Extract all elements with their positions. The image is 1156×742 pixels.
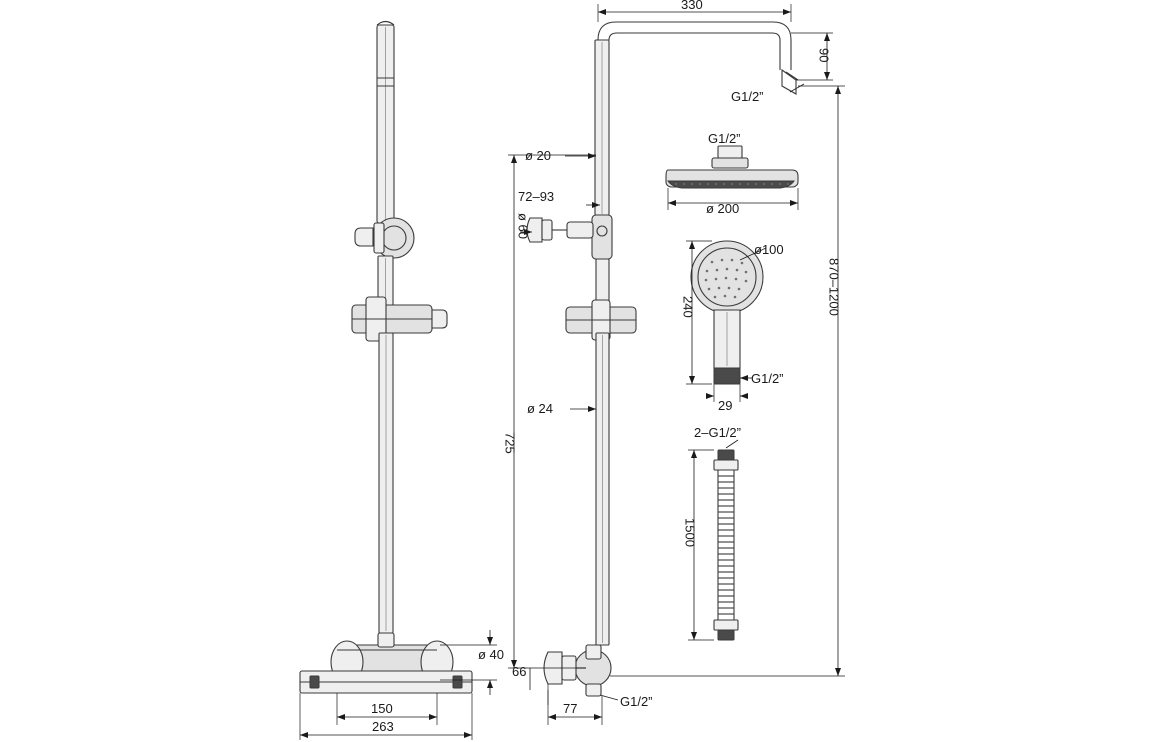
front-diverter-handle xyxy=(355,228,373,246)
hose-coil xyxy=(718,470,734,620)
label-hose-threads: 2–G1/2” xyxy=(694,425,741,440)
dim-lower-tube-diameter: ø 24 xyxy=(527,401,554,416)
dim-bar-width: 263 xyxy=(372,719,394,734)
dim-bracket-flange-diameter: ø 60 xyxy=(515,213,531,240)
dim-valve-diameter: ø 40 xyxy=(478,647,505,662)
head-inlet-connector xyxy=(718,146,742,158)
dim-valve-width: 150 xyxy=(371,701,393,716)
handset-face xyxy=(691,241,763,313)
side-shower-arm xyxy=(598,22,791,70)
rain-head-nozzles xyxy=(675,183,789,185)
label-handset-thread: G1/2” xyxy=(751,371,784,386)
rain-head-face xyxy=(668,181,794,188)
dim-upper-tube-diameter: ø 20 xyxy=(525,148,552,163)
front-elevation-view xyxy=(300,22,504,741)
hose-bottom-connector xyxy=(718,630,734,640)
side-elevation-view xyxy=(503,0,846,725)
label-head-thread: G1/2” xyxy=(708,131,741,146)
side-valve-outlet xyxy=(586,684,601,696)
dim-overall-height: 870–1200 xyxy=(826,258,842,316)
dim-inlet-projection: 66 xyxy=(512,664,527,679)
dim-head-diameter: ø 200 xyxy=(706,201,740,216)
dim-arm-reach: 330 xyxy=(681,0,703,12)
rain-head-detail xyxy=(666,131,798,216)
dim-riser-height: 725 xyxy=(502,432,518,454)
dim-bracket-projection: 72–93 xyxy=(518,189,555,204)
handset-connector xyxy=(714,368,740,384)
hand-shower-detail xyxy=(681,241,784,413)
dim-arm-drop: 90 xyxy=(816,48,832,63)
label-arm-thread: G1/2” xyxy=(731,89,764,104)
hose-detail xyxy=(683,425,741,640)
head-swivel-joint xyxy=(712,158,748,168)
dim-hose-length: 1500 xyxy=(682,518,698,547)
dim-handset-face-diameter: ø100 xyxy=(754,242,784,257)
hose-top-connector xyxy=(718,450,734,460)
dim-inlet-offset: 77 xyxy=(563,701,578,716)
side-diverter-body xyxy=(592,215,612,259)
dim-handset-base-width: 29 xyxy=(718,398,733,413)
dim-handset-length: 240 xyxy=(680,296,696,318)
side-diverter-handle xyxy=(567,222,593,238)
label-inlet-thread: G1/2” xyxy=(620,694,653,709)
